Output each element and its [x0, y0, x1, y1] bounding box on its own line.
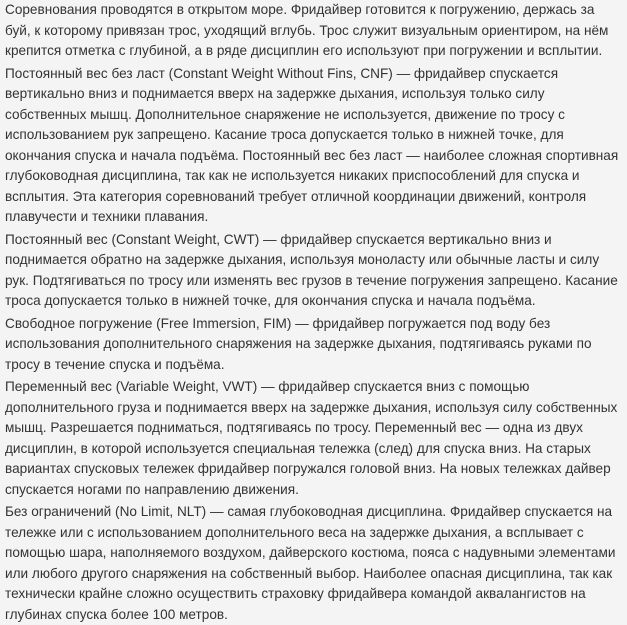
paragraph-vwt: Переменный вес (Variable Weight, VWT) — фридайвер спускается вниз с помощью дополнительного груза и поднимается вверх на задержке дыхания, используя силу собственных мышц. Разрешается подниматься, подтягиваясь по тросу. Переменный вес — одна из двух дисциплин, в которой используется специальная тележка (след) для спуска вниз. На старых вариантах спусковых тележек фридайвер погружался головой вниз. На новых тележках дайвер спускается ногами по направлению движения. — [5, 379, 618, 497]
paragraph-nlt: Без ограничений (No Limit, NLT) — самая глубоководная дисциплина. Фридайвер спускается на тележке или с использованием дополнительного веса на задержке дыхания, а всплывает с помощью шара, наполняемого воздухом, дайверского костюма, пояса с надувными элементами или любого другого снаряжения на собственный выбор. Наиболее опасная дисциплина, так как технически крайне сложно осуществить страховку фридайвера командой аквалангистов на глубинах спуска более 100 метров. — [5, 504, 616, 622]
paragraph-intro: Соревнования проводятся в открытом море. Фридайвер готовится к погружению, держась за буй, к которому привязан трос, уходящий вглубь. Трос служит визуальным ориентиром, на нём крепится отметка с глубиной, а в ряде дисциплин его используют при погружении и всплытии. — [5, 2, 609, 58]
paragraph-fim: Свободное погружение (Free Immersion, FIM) — фридайвер погружается под воду без использования дополнительного снаряжения на задержке дыхания, подтягиваясь руками по тросу в течение спуска и подъёма. — [5, 315, 592, 372]
paragraph-cnf: Постоянный вес без ласт (Constant Weight Without Fins, CNF) — фридайвер спускается вертикально вниз и поднимается вверх на задержке дыхания, используя только силу собственных мышц. Дополнительное снаряжение не используется, движение по тросу с использованием рук запрещено. Касание троса допускается только в нижней точке, для окончания спуска и начала подъёма. Постоянный вес без ласт — наиболее сложная спортивная глубоководная дисциплина, так как не используется никаких приспособлений для спуска и всплытия. Эта категория соревнований требует отличной координации движений, контроля плавучести и техники плавания. — [5, 65, 619, 224]
paragraph-cwt: Постоянный вес (Constant Weight, CWT) — фридайвер спускается вертикально вниз и поднимается обратно на задержке дыхания, используя моноласту или обычные ласты и силу рук. Подтягиваться по тросу или изменять вес грузов в течение погружения запрещено. Касание троса допускается только в нижней точке, для окончания спуска и начала подъёма. — [5, 231, 618, 308]
